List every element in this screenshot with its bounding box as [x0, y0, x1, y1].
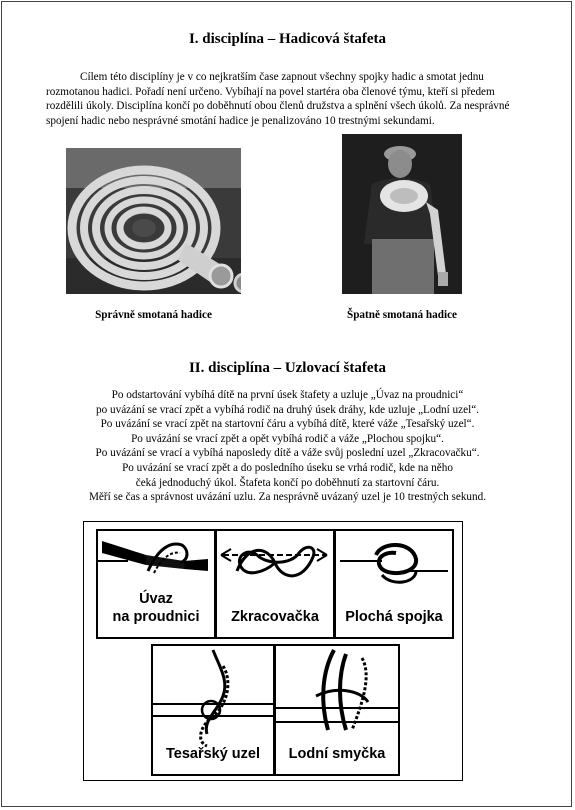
section2-line-4: Po uvázání se vrací zpět a opět vybíhá rodič a váže „Plochou spojku“.	[131, 432, 444, 445]
section2-line-6: Po uvázání se vrací zpět a do posledního úseku se vrhá rodič, kde na něho	[122, 461, 453, 474]
section1-paragraph	[46, 70, 536, 128]
section2-paragraph	[0, 388, 575, 505]
section2-line-3: Po uvázání se vrací zpět na startovní čáru a vybíhá dítě, které váže „Tesařský uzel“.	[100, 418, 475, 431]
label-plocha: Plochá spojka	[345, 609, 443, 625]
section2-line-1: Po odstartování vybíhá dítě na první úsek štafety a uzluje „Úvaz na proudnici“	[111, 389, 464, 401]
section2-title: II. disciplína – Uzlovací štafeta	[188, 360, 387, 376]
knot-cell-lodni	[274, 644, 400, 776]
label-uvaz-line2: na proudnici	[112, 609, 200, 625]
section1-line-2: rozmotanou hadici. Pořadí není určeno. Vybíhají na povel startéra oba členové týmu, kteří si předem	[46, 85, 495, 98]
knot-cell-plocha	[334, 529, 454, 639]
knot-cell-tesarsky	[151, 644, 275, 776]
knot-cell-zkracovacka	[215, 529, 335, 639]
caption-incorrect-hose: Špatně smotaná hadice	[346, 309, 458, 321]
section2-line-2: po uvázání se vrací zpět a vybíhá rodič na druhý úsek dráhy, kde uzluje „Lodní uzel“.	[96, 403, 479, 416]
section1-line-3: rozdělili úkoly. Disciplína končí po doběhnutí obou členů družstva a splnění všech úkolů. Za nesprávné	[46, 100, 510, 113]
section1-title: I. disciplína – Hadicová štafeta	[188, 31, 387, 47]
knot-cell-uvaz	[96, 529, 216, 639]
label-uvaz-line1: Úvaz	[139, 591, 173, 607]
section2-line-7: čeká jednoduchý úkol. Štafeta končí po doběhnutí za startovní čáru.	[135, 476, 440, 489]
photo-correctly-rolled-hose	[66, 148, 241, 294]
photo-incorrectly-rolled-hose	[342, 134, 462, 294]
section1-line-1: Cílem této disciplíny je v co nejkratším čase zapnout všechny spojky hadic a smotat jednu	[80, 71, 484, 83]
label-lodni: Lodní smyčka	[288, 746, 386, 762]
section2-line-5: Po uvázání se vrací a vybíhá naposledy dítě a váže svůj poslední uzel „Zkracovačku“.	[95, 447, 480, 460]
section2-line-8: Měří se čas a správnost uvázání uzlu. Za nesprávně uvázaný uzel je 10 trestných sekund.	[88, 491, 486, 504]
label-tesarsky: Tesařský uzel	[165, 746, 261, 762]
section1-line-4: spojení hadic nebo nesprávné smotání hadice je penalizováno 10 trestnými sekundami.	[46, 114, 435, 127]
caption-correct-hose: Správně smotaná hadice	[95, 309, 212, 321]
label-zkracovacka: Zkracovačka	[231, 609, 319, 625]
